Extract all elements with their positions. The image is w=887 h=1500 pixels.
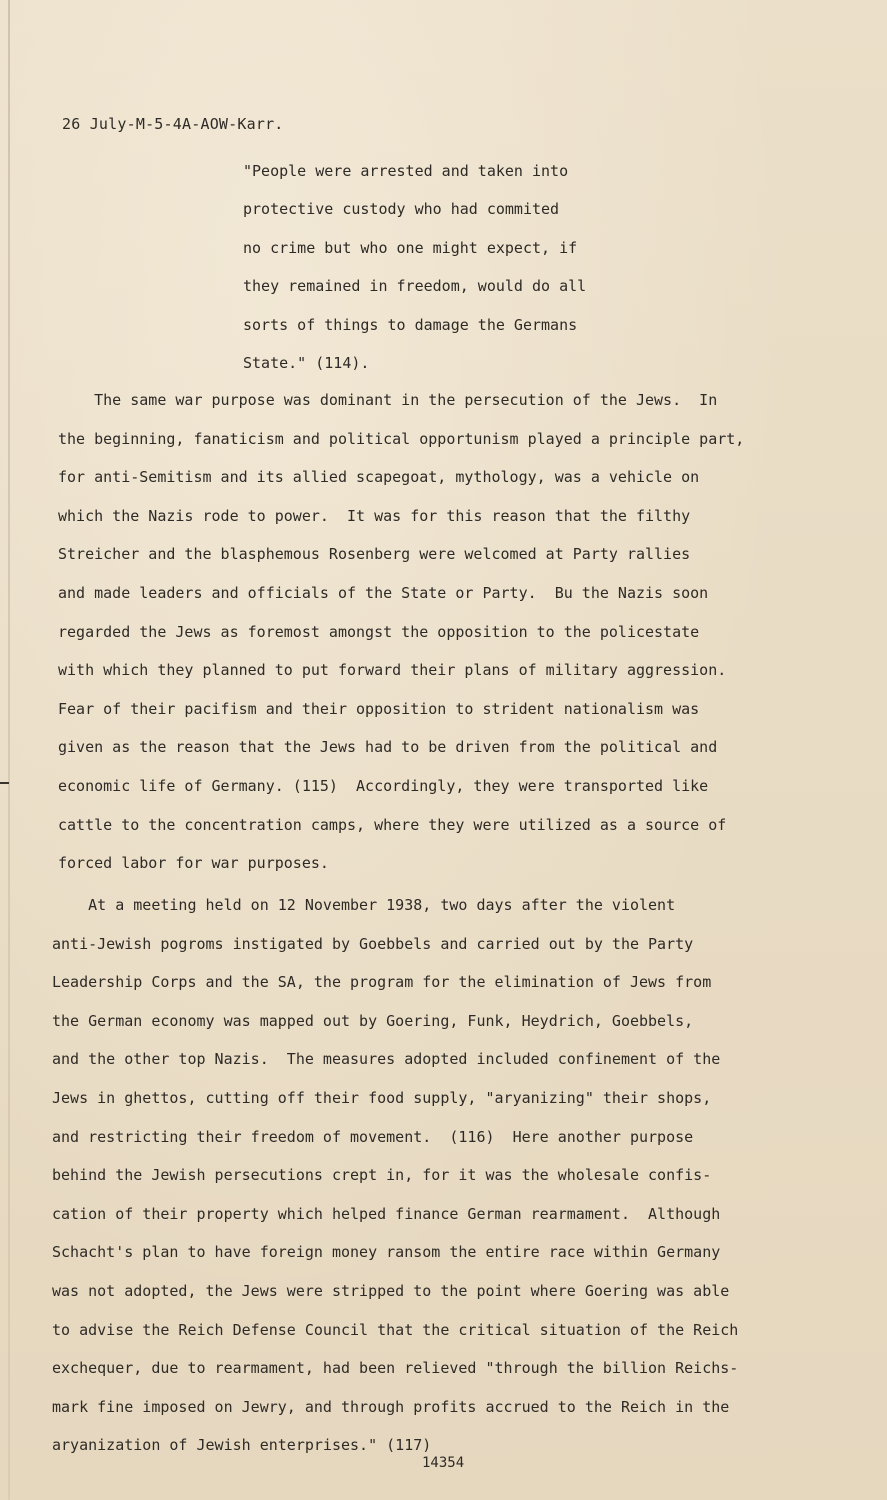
text-line: which the Nazis rode to power. It was for this reason that the filthy xyxy=(58,506,691,525)
page-number: 14354 xyxy=(422,1455,465,1471)
quote-line: State." (114). xyxy=(243,354,370,373)
quote-line: they remained in freedom, would do all xyxy=(243,277,587,296)
text-line: to advise the Reich Defense Council that the critical situation of the Reich xyxy=(52,1320,739,1339)
text-line: economic life of Germany. (115) Accordingly, they were transported like xyxy=(58,776,709,795)
text-line: given as the reason that the Jews had to be driven from the political and xyxy=(58,738,718,757)
paragraph-november-meeting xyxy=(52,886,738,1465)
text-line: cattle to the concentration camps, where they were utilized as a source of xyxy=(58,815,727,834)
text-line: regarded the Jews as foremost amongst the opposition to the policestate xyxy=(58,622,700,641)
paragraph-persecution xyxy=(58,381,744,883)
text-line: exchequer, due to rearmament, had been relieved "through the billion Reichs- xyxy=(52,1359,739,1378)
quote-line: protective custody who had commited xyxy=(243,200,560,219)
margin-mark xyxy=(0,782,9,784)
text-line: the beginning, fanaticism and political opportunism played a principle part, xyxy=(58,429,745,448)
quote-line: "People were arrested and taken into xyxy=(243,162,569,180)
text-line: behind the Jewish persecutions crept in, for it was the wholesale confis- xyxy=(52,1166,712,1185)
text-line: At a meeting held on 12 November 1938, two days after the violent xyxy=(52,896,676,914)
quote-line: sorts of things to damage the Germans xyxy=(243,315,578,334)
text-line: mark fine imposed on Jewry, and through profits accrued to the Reich in the xyxy=(52,1397,730,1416)
text-line: Jews in ghettos, cutting off their food supply, "aryanizing" their shops, xyxy=(52,1088,712,1107)
text-line: with which they planned to put forward their plans of military aggression. xyxy=(58,661,727,680)
text-line: Fear of their pacifism and their opposition to strident nationalism was xyxy=(58,699,700,718)
text-line: and made leaders and officials of the State or Party. Bu the Nazis soon xyxy=(58,583,709,602)
text-line: forced labor for war purposes. xyxy=(58,854,329,873)
text-line: and restricting their freedom of movement. (116) Here another purpose xyxy=(52,1127,694,1146)
text-line: Leadership Corps and the SA, the program for the elimination of Jews from xyxy=(52,973,712,992)
transcript-reference: 26 July-M-5-4A-AOW-Karr. xyxy=(62,115,284,133)
text-line: Streicher and the blasphemous Rosenberg were welcomed at Party rallies xyxy=(58,545,691,564)
page-edge xyxy=(8,0,10,1500)
text-line: for anti-Semitism and its allied scapegoat, mythology, was a vehicle on xyxy=(58,468,700,487)
text-line: The same war purpose was dominant in the persecution of the Jews. In xyxy=(58,391,718,409)
text-line: was not adopted, the Jews were stripped to the point where Goering was able xyxy=(52,1281,730,1300)
text-line: aryanization of Jewish enterprises." (117) xyxy=(52,1436,432,1455)
quoted-testimony xyxy=(243,152,663,382)
quote-line: no crime but who one might expect, if xyxy=(243,238,578,257)
text-line: cation of their property which helped finance German rearmament. Although xyxy=(52,1204,721,1223)
text-line: and the other top Nazis. The measures adopted included confinement of the xyxy=(52,1050,721,1069)
text-line: anti-Jewish pogroms instigated by Goebbels and carried out by the Party xyxy=(52,934,694,953)
text-line: the German economy was mapped out by Goering, Funk, Heydrich, Goebbels, xyxy=(52,1011,694,1030)
text-line: Schacht's plan to have foreign money ransom the entire race within Germany xyxy=(52,1243,721,1262)
